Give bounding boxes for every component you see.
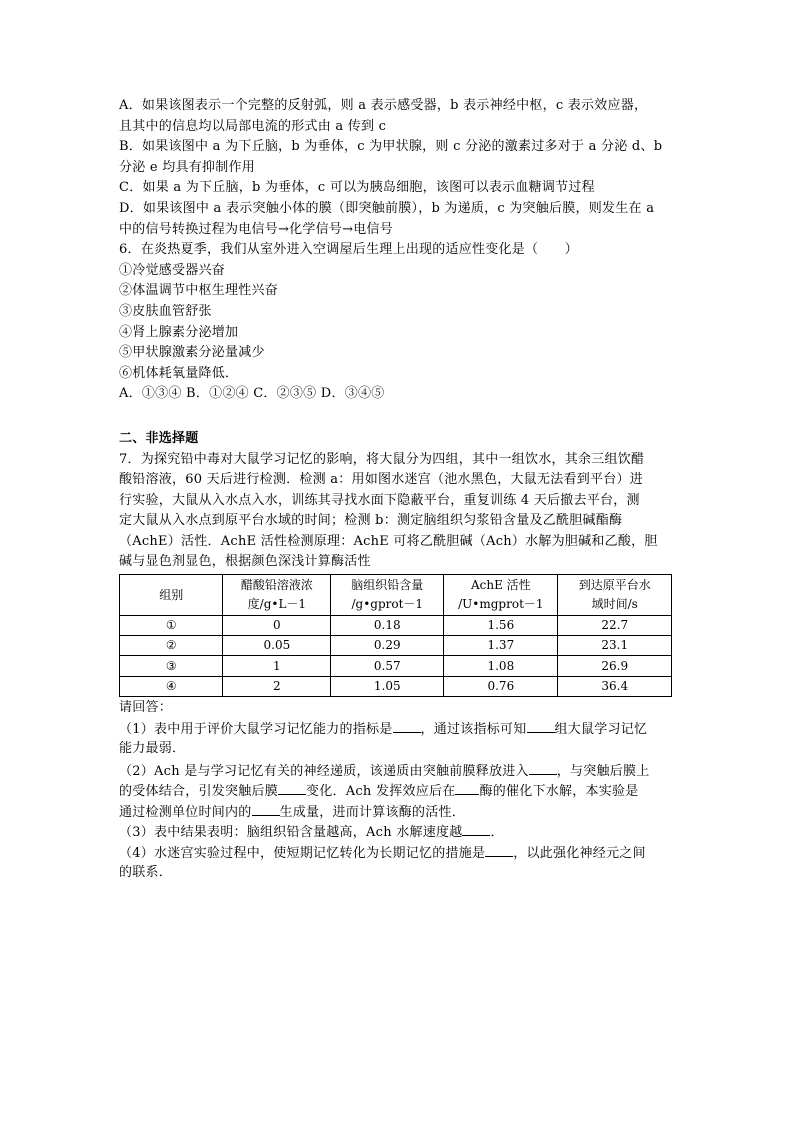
sub-question-2-cont: 通过检测单位时间内的 生成量，进而计算该酶的活性． (119, 801, 679, 822)
question-content (119, 96, 679, 883)
table-row (120, 656, 672, 676)
q6-choices: A．①③④ B．①②④ C．②③⑤ D．③④⑤ (119, 386, 385, 402)
table-row (120, 676, 672, 696)
sub-question-4: （4）水迷宫实验过程中，使短期记忆转化为长期记忆的措施是 ，以此强化神经元之间 (119, 842, 679, 863)
sub-question-1-cont: 能力最弱． (119, 741, 186, 756)
answer-blank[interactable] (485, 842, 513, 857)
table-cell: 0.57 (331, 656, 444, 676)
answer-blank[interactable] (462, 821, 490, 836)
table-cell: 26.9 (558, 656, 672, 676)
q7-text: 碱与显色剂显色，根据颜色深浅计算酶活性 (119, 554, 371, 570)
table-cell: 0 (223, 616, 331, 636)
table-cell: 0.18 (331, 616, 444, 636)
table-cell: 1.05 (331, 676, 444, 696)
q6-stem: 6．在炎热夏季，我们从室外进入空调屋后生理上出现的适应性变化是（ ） (119, 242, 579, 258)
q6-item: ⑤甲状腺激素分泌量减少 (119, 345, 265, 361)
q5-option-a-cont: 且其中的信息均以局部电流的形式由 a 传到 c (119, 118, 387, 134)
table-cell: ③ (120, 656, 223, 676)
q7-text: 7．为探究铅中毒对大鼠学习记忆的影响，将大鼠分为四组，其中一组饮水，其余三组饮醋 (119, 451, 645, 467)
table-header-cell: 组别 (120, 575, 223, 616)
table-cell: ② (120, 636, 223, 656)
sub-question-1: （1）表中用于评价大鼠学习记忆能力的指标是 ，通过该指标可知 组大鼠学习记忆 (119, 718, 679, 739)
q6-item: ①冷觉感受器兴奋 (119, 262, 226, 278)
q5-option-c: C．如果 a 为下丘脑，b 为垂体，c 可以为胰岛细胞，该图可以表示血糖调节过程 (119, 180, 595, 196)
sub-question-2: （2）Ach 是与学习记忆有关的神经递质，该递质由突触前膜释放进入 ，与突触后膜上 (119, 760, 679, 781)
q6-item: ④肾上腺素分泌增加 (119, 324, 239, 340)
q5-option-d: D．如果该图中 a 表示突触小体的膜（即突触前膜），b 为递质，c 为突触后膜，则发生在 a (119, 200, 655, 216)
q7-text: 行实验，大鼠从入水点入水，训练其寻找水面下隐蔽平台，重复训练 4 天后撤去平台，测 (119, 492, 640, 508)
q5-option-d-cont: 中的信号转换过程为电信号→化学信号→电信号 (119, 221, 394, 237)
table-cell: 1.37 (444, 636, 558, 656)
sub-question-2-cont: 的受体结合，引发突触后膜 变化．Ach 发挥效应后在 酶的催化下水解，本实验是 (119, 780, 679, 801)
q5-option-a: A．如果该图表示一个完整的反射弧，则 a 表示感受器，b 表示神经中枢，c 表示效应器， (119, 98, 648, 113)
answer-blank[interactable] (529, 760, 557, 775)
answer-blank[interactable] (278, 780, 306, 795)
answer-blank[interactable] (527, 718, 555, 733)
table-cell: 2 (223, 676, 331, 696)
answer-blank[interactable] (252, 801, 280, 816)
table-header-cell: 醋酸铅溶液浓 度/g•L－1 (223, 575, 331, 616)
table-cell: 0.29 (331, 636, 444, 656)
table-cell: 0.05 (223, 636, 331, 656)
q7-text: 定大鼠从入水点到原平台水域的时间；检测 b：测定脑组织匀浆铅含量及乙酰胆碱酯酶 (119, 513, 623, 529)
table-cell: 0.76 (444, 676, 558, 696)
q5-option-b-cont: 分泌 e 均具有抑制作用 (119, 159, 255, 175)
table-cell: 36.4 (558, 676, 672, 696)
q6-item: ②体温调节中枢生理性兴奋 (119, 283, 279, 299)
table-cell: ④ (120, 676, 223, 696)
table-header-row (120, 575, 672, 616)
q6-item: ⑥机体耗氧量降低． (119, 365, 239, 381)
answer-blank[interactable] (455, 780, 479, 795)
sub-question-3: （3）表中结果表明：脑组织铅含量越高，Ach 水解速度越 ． (119, 821, 679, 842)
results-table (119, 574, 672, 697)
sub-question-4-cont: 的联系． (119, 864, 173, 880)
q7-text: （AchE）活性．AchE 活性检测原理：AchE 可将乙酰胆碱（Ach）水解为胆碱和乙酸，胆 (119, 533, 658, 549)
answer-blank[interactable] (393, 718, 421, 733)
q7-text: 酸铅溶液，60 天后进行检测．检测 a：用如图水迷宫（池水黑色，大鼠无法看到平台）进 (119, 472, 644, 488)
table-header-cell: 脑组织铅含量 /g•gprot－1 (331, 575, 444, 616)
table-row (120, 636, 672, 656)
section-heading: 二、非选择题 (119, 430, 199, 446)
q5-option-b: B．如果该图中 a 为下丘脑，b 为垂体，c 为甲状腺，则 c 分泌的激素过多对于 a 分泌 d、b (119, 139, 663, 155)
table-cell: 1.08 (444, 656, 558, 676)
table-cell: 1 (223, 656, 331, 676)
table-header-cell: 到达原平台水 域时间/s (558, 575, 672, 616)
table-cell: 1.56 (444, 616, 558, 636)
table-cell: 23.1 (558, 636, 672, 656)
table-row (120, 616, 672, 636)
answer-intro: 请回答： (119, 699, 173, 715)
table-cell: ① (120, 616, 223, 636)
table-cell: 22.7 (558, 616, 672, 636)
table-header-cell: AchE 活性 /U•mgprot－1 (444, 575, 558, 616)
q6-item: ③皮肤血管舒张 (119, 303, 212, 319)
